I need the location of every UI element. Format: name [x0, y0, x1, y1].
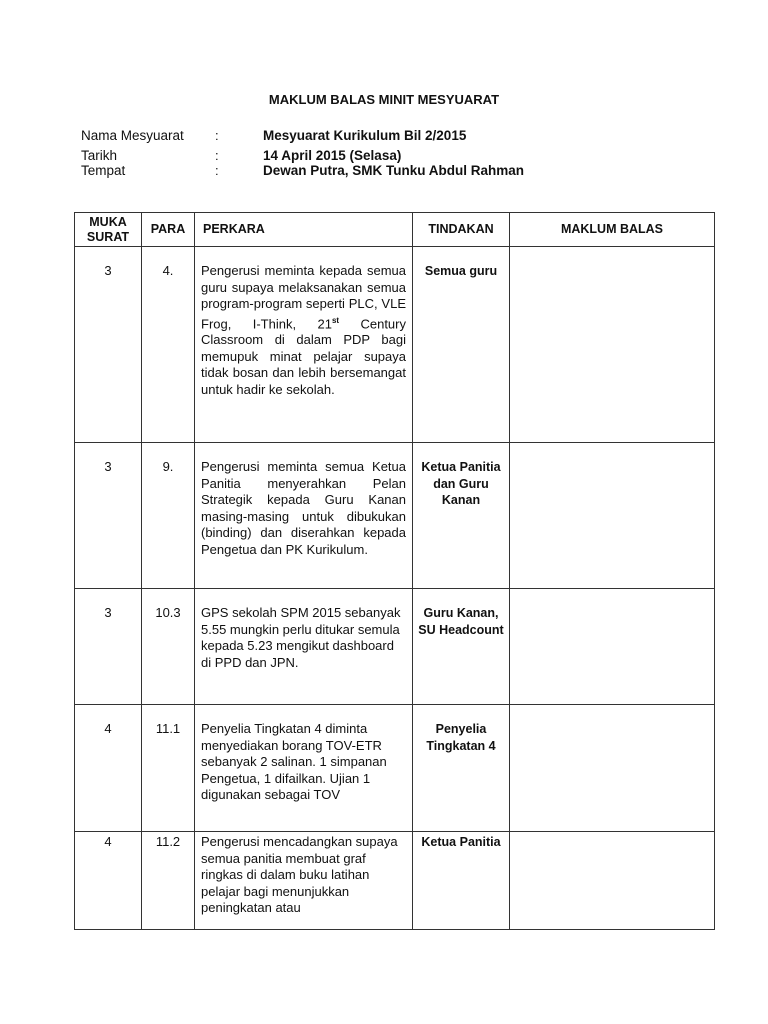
- perkara-text: Pengerusi meminta kepada semua guru supaya melaksanakan semua program-program seperti PLC, VLE Frog, I-Think, 21: [201, 263, 406, 331]
- cell-maklum-balas[interactable]: [510, 705, 714, 733]
- superscript: st: [331, 315, 340, 325]
- minutes-table: [74, 212, 715, 930]
- cell-perkara: [195, 247, 412, 410]
- cell-tindakan: Guru Kanan, SU Headcount: [418, 606, 504, 637]
- meta-value: Dewan Putra, SMK Tunku Abdul Rahman: [263, 163, 525, 178]
- cell-tindakan: Ketua Panitia: [421, 835, 501, 849]
- cell-para: 11.1: [155, 721, 181, 736]
- cell-maklum-balas[interactable]: [510, 247, 714, 275]
- cell-maklum-balas[interactable]: [510, 443, 714, 471]
- cell-para: 4.: [162, 263, 174, 278]
- cell-muka-surat: 4: [104, 721, 112, 736]
- perkara-text-cont: Century Classroom di dalam PDP bagi memupuk minat pelajar supaya tidak bosan dan lebih bersemangat untuk hadir ke sekolah.: [201, 315, 406, 397]
- cell-muka-surat: 3: [104, 605, 112, 620]
- cell-muka-surat: 4: [104, 834, 112, 849]
- meta-label: Nama Mesyuarat: [81, 128, 184, 143]
- cell-muka-surat: 3: [104, 263, 112, 278]
- cell-muka-surat: 3: [104, 459, 112, 474]
- header-maklum-balas: MAKLUM BALAS: [510, 213, 715, 247]
- cell-maklum-balas[interactable]: [510, 832, 714, 844]
- cell-perkara: Pengerusi meminta semua Ketua Panitia menyerahkan Pelan Strategik kepada Guru Kanan masing-masing untuk dibukukan (binding) dan diserahkan kepada Pengetua dan PK Kurikulum.: [201, 459, 406, 557]
- header-tindakan: TINDAKAN: [413, 213, 510, 247]
- header-para: PARA: [142, 213, 195, 247]
- cell-tindakan: Ketua Panitia dan Guru Kanan: [421, 460, 501, 507]
- header-perkara: PERKARA: [195, 213, 413, 247]
- meta-colon: :: [215, 148, 219, 163]
- meta-value: 14 April 2015 (Selasa): [263, 148, 402, 163]
- meta-colon: :: [215, 128, 219, 143]
- meta-value: Mesyuarat Kurikulum Bil 2/2015: [263, 128, 467, 143]
- cell-para: 11.2: [155, 834, 181, 849]
- cell-maklum-balas[interactable]: [510, 589, 714, 617]
- cell-para: 9.: [162, 459, 174, 474]
- meta-label: Tempat: [81, 163, 126, 178]
- table-row: [75, 443, 715, 589]
- cell-perkara: GPS sekolah SPM 2015 sebanyak 5.55 mungkin perlu ditukar semula kepada 5.23 mengikut dashboard di PPD dan JPN.: [201, 605, 401, 670]
- cell-tindakan: Penyelia Tingkatan 4: [426, 722, 496, 753]
- table-row: [75, 589, 715, 705]
- table-row: [75, 705, 715, 832]
- table-row: [75, 247, 715, 443]
- document-title: MAKLUM BALAS MINIT MESYUARAT: [268, 92, 500, 107]
- header-muka-surat: MUKA SURAT: [75, 213, 142, 247]
- cell-perkara: Penyelia Tingkatan 4 diminta menyediakan borang TOV-ETR sebanyak 2 salinan. 1 simpanan Pengetua, 1 difailkan. Ujian 1 digunakan sebagai TOV: [201, 721, 387, 802]
- meta-colon: :: [215, 163, 219, 178]
- cell-para: 10.3: [155, 605, 181, 620]
- cell-perkara: Pengerusi mencadangkan supaya semua panitia membuat graf ringkas di dalam buku latihan pelajar bagi menunjukkan peningkatan atau: [201, 834, 398, 915]
- cell-tindakan: Semua guru: [424, 264, 498, 278]
- table-header-row: [75, 213, 715, 247]
- table-row: [75, 832, 715, 930]
- meta-label: Tarikh: [81, 148, 118, 163]
